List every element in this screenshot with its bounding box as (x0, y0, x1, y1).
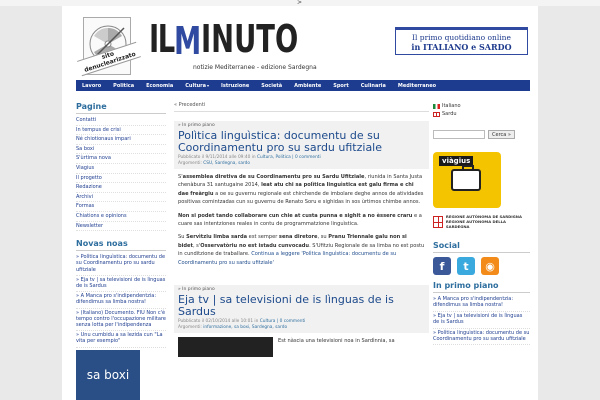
logo-rest: INUTO (201, 17, 299, 61)
page-link[interactable]: Sa boxi (76, 145, 166, 155)
article-tags (178, 161, 425, 167)
continue-reading-link[interactable]: Continua a leggere 'Polìtica linguìstica: documentu de su Coordinamentu pro su sardu ufitziale' (178, 251, 397, 266)
promo-banner (395, 27, 528, 55)
nav-item-economia[interactable]: Economia (146, 82, 174, 89)
meta-categories[interactable]: Cultura, Politica (256, 155, 291, 160)
bold-text: leat atu chi sa polìtica linguìstica est galu firma e chi dae freàrgiu (178, 182, 414, 197)
news-link[interactable]: » Polìtica linguìstica: documentu de su Coordinamentu pro su sardu ufitziale (76, 253, 166, 276)
meta-tags-label: Argomenti: (178, 160, 204, 166)
regione-line-1: REGIONE AUTÒNOMA DE SARDIGNA (445, 214, 522, 219)
language-switcher (433, 102, 530, 118)
text: , su (317, 234, 329, 241)
badge-label: sito denuclearizzato (77, 42, 141, 76)
denuclearized-badge[interactable] (83, 17, 137, 75)
meta-categories[interactable]: Cultura (259, 319, 276, 325)
article-2-header (174, 285, 429, 333)
sa-boxi-banner[interactable]: sa boxi (76, 350, 140, 400)
chevron-down-icon: ▾ (206, 82, 209, 88)
meta-comments[interactable]: | 0 commenti (290, 155, 321, 160)
article-image[interactable] (178, 337, 273, 357)
search-form (433, 130, 530, 139)
logo-il: IL (149, 17, 174, 61)
news-link[interactable]: » Eja tv | sa televisioni de is lìnguas de is Sardus (76, 276, 166, 292)
promo-line-2: in ITALIANO e SARDO (411, 42, 512, 52)
paragraph (178, 233, 425, 267)
social-title: Social (433, 241, 530, 253)
text: Su (178, 234, 187, 241)
article-excerpt: Est nàscia una televisioni noa in Sardìnnia, sa (278, 338, 395, 345)
nav-item-culinaria[interactable]: Culinaria (360, 82, 386, 89)
page-link[interactable]: Chiations e opinions (76, 212, 166, 222)
in-primo-piano-title: In primo piano (433, 281, 530, 293)
page-link[interactable]: Il progetto (76, 174, 166, 184)
bold-text: Servìtziu limba sarda (186, 234, 248, 241)
news-link[interactable]: » (Italiano) Documento. FIU Non c'è tempo contro l'occupazione militare senza lotta per l'indipendenza (76, 309, 166, 332)
meta-published: Pubblicato il 02/10/2014 alle 10:01 in (178, 319, 260, 325)
site-logo[interactable] (149, 17, 317, 71)
right-sidebar (433, 102, 530, 345)
sardinia-crest-icon (433, 216, 443, 228)
page-link[interactable]: Né chiotionaus impari (76, 135, 166, 145)
sardinia-flag-icon (433, 112, 440, 117)
lang-label: Sardu (442, 111, 457, 117)
article-category[interactable]: » In primo piano (178, 123, 215, 128)
search-button[interactable]: Cerca » (488, 130, 515, 139)
page-link[interactable]: Newsletter (76, 222, 166, 232)
logo-m: M (174, 19, 202, 63)
text: . S'Ufitziu Regionale de sa limba no est postu in cunditzione de traballare. (178, 242, 425, 258)
article-title[interactable]: Eja tv | sa televisioni de is lìnguas de is Sardus (178, 293, 394, 319)
article-tags (178, 325, 425, 331)
article-2-body (174, 333, 429, 345)
page-link[interactable]: In tempus de crisi (76, 126, 166, 136)
page-link[interactable]: Archivi (76, 193, 166, 203)
previous-link[interactable]: « Precedenti (174, 102, 429, 112)
article-category[interactable]: » In primo piano (178, 287, 215, 293)
news-link[interactable]: » A Manca pro s'indipendentzia: difendimus sa limba nostra! (76, 292, 166, 308)
page-link[interactable]: Redazione (76, 183, 166, 193)
pages-title: Pagine (76, 102, 166, 114)
logo-tagline: notizie Mediterranee - edizione Sardegna (193, 64, 317, 71)
lang-label: Italiano (442, 103, 461, 109)
page-link[interactable]: Formas (76, 202, 166, 212)
article-body (174, 169, 429, 276)
bold-text: assemblea diretiva de su Coordinamentu pro su Sardu Ufitziale (182, 174, 365, 180)
promo-line-1: Il primo quotidiano online (412, 33, 511, 42)
nav-item-lavoro[interactable]: Lavoro (82, 82, 102, 89)
text: S' (178, 174, 183, 180)
main-nav (76, 80, 530, 91)
nav-item-mediterraneo[interactable]: Mediterraneo (397, 82, 437, 89)
page-link[interactable]: Viagius (76, 164, 166, 174)
suitcase-icon (451, 169, 481, 191)
search-input[interactable] (433, 130, 485, 139)
text: e a cuare sas intentziones reales in contu de programmatzione linguìstica. (178, 212, 422, 228)
page-link[interactable]: S'ùrtima nova (76, 154, 166, 164)
article-1-header (174, 121, 429, 169)
news-link[interactable]: » Unu cumbidu a sa lezida cun "La vita per esempio" (76, 331, 166, 347)
article-2 (174, 285, 429, 345)
nav-item-cultura-label: Cultura (185, 82, 206, 89)
nav-item-societa[interactable]: Società (261, 82, 283, 89)
rss-icon[interactable]: ◉ (481, 257, 499, 275)
in-primo-piano-list (433, 295, 530, 345)
news-list (76, 253, 166, 347)
social-icons (433, 257, 530, 275)
italy-flag-icon (433, 104, 440, 109)
paragraph (178, 212, 425, 229)
news-title: Novas noas (76, 239, 166, 251)
text: , s' (192, 242, 201, 249)
article-title[interactable]: Polìtica linguìstica: documentu de su Coordinamentu pro su sardu ufitziale (178, 129, 383, 154)
header (62, 6, 538, 80)
regione-line-2: REGIONE AUTONOMA DELLA SARDEGNA (445, 219, 506, 229)
text: , riunida in Santa Justa chenàbura 31 santugaine 2014, (178, 174, 423, 189)
featured-link[interactable]: » A Manca pro s'indipendentzia: difendimus sa limba nostra! (433, 295, 530, 312)
meta-tags[interactable]: CSU, Sardegna, sardo (203, 160, 250, 166)
left-sidebar (76, 102, 166, 382)
nav-item-sport[interactable]: Sport (333, 82, 349, 89)
featured-link[interactable]: » Polìtica linguìstica: documentu de su Coordinamentu pro su sardu ufitziale (433, 329, 530, 346)
featured-link[interactable]: » Eja tv | sa televisioni de is lìnguas de is Sardus (433, 312, 530, 329)
lang-italiano[interactable] (433, 102, 530, 110)
paragraph (178, 173, 425, 207)
text: est semper (247, 234, 279, 241)
viagius-banner[interactable] (433, 152, 501, 208)
regione-text (446, 214, 530, 229)
expand-arrow-icon[interactable]: > (297, 0, 303, 6)
lang-sardu[interactable] (433, 110, 530, 118)
page (62, 6, 538, 400)
article-1 (174, 121, 429, 276)
bold-text: sena diretore (278, 234, 318, 241)
meta-published: Pubblicato il 9/11/2014 alle 09:40 in (178, 155, 257, 160)
twitter-icon[interactable]: t (457, 257, 475, 275)
nav-item-ambiente[interactable]: Ambiente (294, 82, 322, 89)
meta-comments[interactable]: | 0 commenti (275, 319, 306, 325)
viagius-label: viàgius (439, 156, 473, 166)
bold-text: Pranu Triennale galu non si bidet (178, 234, 407, 249)
meta-tags[interactable]: informazione, sa boxi, Sardegna, sardo (203, 324, 288, 330)
pages-list (76, 116, 166, 231)
facebook-icon[interactable]: f (433, 257, 451, 275)
bold-text: Osservatòriu no est istadu cunvocadu (200, 242, 310, 249)
nav-item-istruzione[interactable]: Istruzione (221, 82, 250, 89)
bold-text: Non si podet tando collaborare cun chie at custa punna e sighit a no èssere craru (178, 212, 413, 219)
regione-logo[interactable] (433, 214, 530, 229)
main-content (174, 102, 429, 345)
nav-item-cultura[interactable] (179, 83, 215, 89)
text: a oe su guvernu regionale est chirchende de imbolare deghe annos de atividades positivas comintzadas cun su guvernu de Renato Soru e sighidas in sos ùrtimos chimbe annos. (178, 190, 424, 206)
page-link[interactable]: Contatti (76, 116, 166, 126)
meta-tags-label: Argomenti: (178, 324, 204, 330)
nav-item-politica[interactable]: Politica (113, 82, 135, 89)
